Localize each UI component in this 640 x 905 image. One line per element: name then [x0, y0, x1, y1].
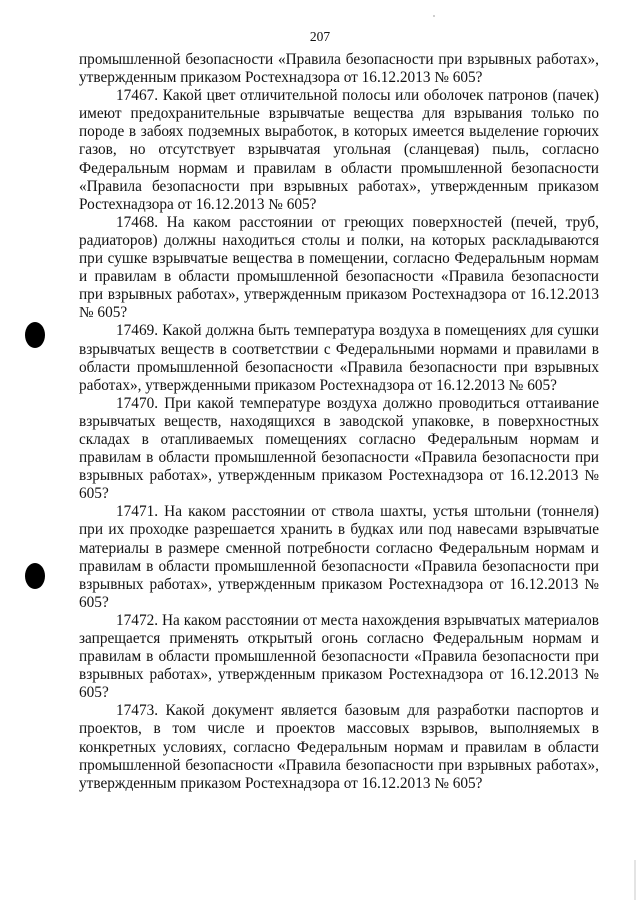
- question-17473: 17473. Какой документ является базовым для разработки паспортов и проектов, в том числе и проектов массовых взрывов, выполняемых в конкретных условиях, согласно Федеральным нормам и правилам в области промышленной безопасности «Правила безопасности при взрывных работах», утвержденным приказом Ростехнадзора от 16.12.2013 № 605?: [79, 702, 599, 792]
- question-17472: 17472. На каком расстоянии от места нахождения взрывчатых материалов запрещается применять открытый огонь согласно Федеральным нормам и правилам в области промышленной безопасности «Правила безопасности при взрывных работах», утвержденным приказом Ростехнадзора от 16.12.2013 № 605?: [79, 611, 599, 702]
- question-17467: 17467. Какой цвет отличительной полосы или оболочек патронов (пачек) имеют предохранительные взрывчатые вещества для взрывания только по породе в забоях подземных выработок, в которых имеется выделение горючих газов, но отсутствует взрывчатая угольная (сланцевая) пыль, согласно Федеральным нормам и правилам в области промышленной безопасности «Правила безопасности при взрывных работах», утвержденным приказом Ростехнадзора от 16.12.2013 № 605?: [79, 87, 599, 213]
- question-17469: 17469. Какой должна быть температура воздуха в помещениях для сушки взрывчатых веществ в соответствии с Федеральными нормами и правилами в области промышленной безопасности «Правила безопасности при взрывных работах», утвержденными приказом Ростехнадзора от 16.12.2013 № 605?: [79, 322, 599, 394]
- scan-edge-mark: [634, 860, 636, 900]
- question-17468: 17468. На каком расстоянии от греющих поверхностей (печей, труб, радиаторов) должны находиться столы и полки, на которых раскладываются при сушке взрывчатые вещества в помещении, согласно Федеральным нормам и правилам в области промышленной безопасности «Правила безопасности при взрывных работах», утвержденным приказом Ростехнадзора от 16.12.2013 № 605?: [79, 213, 599, 322]
- binder-hole-bottom: [25, 563, 45, 589]
- scan-speck: [433, 15, 435, 17]
- binder-hole-top: [25, 322, 45, 348]
- paragraph-continuation: промышленной безопасности «Правила безопасности при взрывных работах», утвержденным приказом Ростехнадзора от 16.12.2013 № 605?: [79, 51, 599, 87]
- page-number: 207: [309, 29, 331, 44]
- document-body: [79, 51, 599, 793]
- question-17471: 17471. На каком расстоянии от ствола шахты, устья штольни (тоннеля) при их проходке разрешается хранить в будках или под навесами взрывчатые материалы в размере сменной потребности согласно Федеральным нормам и правилам в области промышленной безопасности «Правила безопасности при взрывных работах», утвержденным приказом Ростехнадзора от 16.12.2013 № 605?: [79, 503, 599, 611]
- question-17470: 17470. При какой температуре воздуха должно проводиться оттаивание взрывчатых веществ, находящихся в заводской упаковке, в поверхностных складах в отапливаемых помещениях согласно Федеральным нормам и правилам в области промышленной безопасности «Правила безопасности при взрывных работах», утвержденным приказом Ростехнадзора от 16.12.2013 № 605?: [79, 394, 599, 503]
